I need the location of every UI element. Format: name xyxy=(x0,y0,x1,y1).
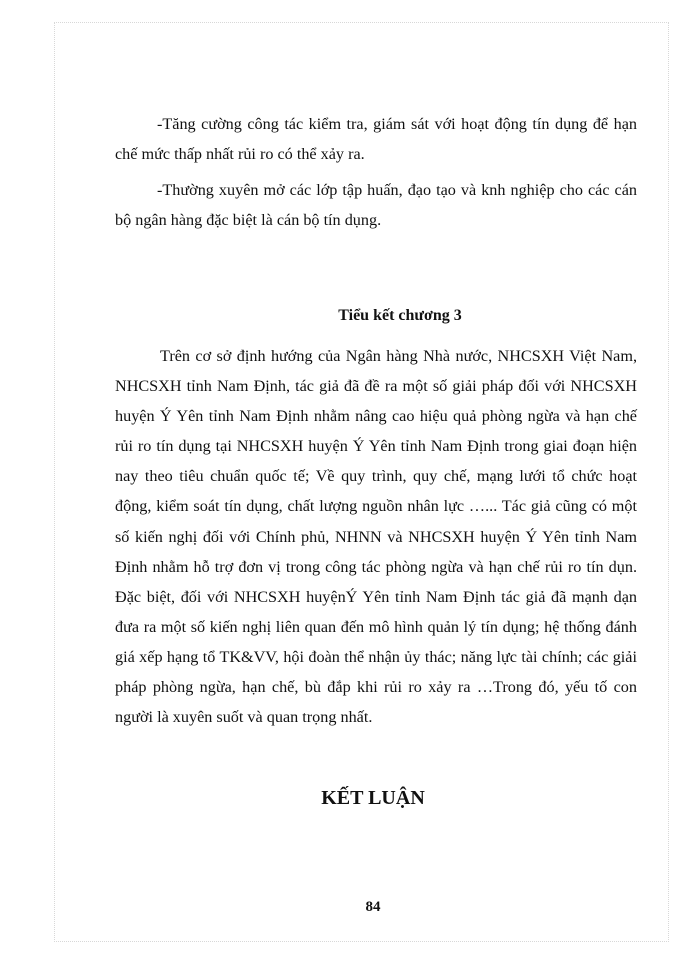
conclusion-title: KẾT LUẬN xyxy=(321,787,425,809)
bullet-paragraph-1 xyxy=(115,110,637,170)
page-number: 84 xyxy=(365,899,381,915)
summary-paragraph: Trên cơ sở định hướng của Ngân hàng Nhà nước, NHCSXH Việt Nam, NHCSXH tỉnh Nam Định, tác giả đã đề ra một số giải pháp đối với NHCSXH huyện Ý Yên tỉnh Nam Định nhằm nâng cao hiệu quả phòng ngừa và hạn chế rủi ro tín dụng tại NHCSXH huyện Ý Yên tỉnh Nam Định trong giai đoạn hiện nay theo tiêu chuẩn quốc tế; Về quy trình, quy chế, mạng lưới tổ chức hoạt động, kiểm soát tín dụng, chất lượng nguồn nhân lực …... Tác giả cũng có một số kiến nghị đối với Chính phủ, NHNN và NHCSXH huyện Ý Yên tỉnh Nam Định nhằm hỗ trợ đơn vị trong công tác phòng ngừa và hạn chế rủi ro tín dụn. Đặc biệt, đối với NHCSXH huyệnÝ Yên tỉnh Nam Định tác giả đã mạnh dạn đưa ra một số kiến nghị liên quan đến mô hình quản lý tín dụng; hệ thống đánh giá xếp hạng tổ TK&VV, hội đoàn thể nhận ủy thác; năng lực tài chính; các giải pháp phòng ngừa, hạn chế, bù đắp khi rủi ro xảy ra …Trong đó, yếu tố con người là xuyên suốt và quan trọng nhất. xyxy=(115,347,637,727)
bullet-text-1: -Tăng cường công tác kiểm tra, giám sát với hoạt động tín dụng để hạn chế mức thấp nhất rủi ro có thể xảy ra. xyxy=(115,115,637,163)
bullet-text-2: -Thường xuyên mở các lớp tập huấn, đạo tạo và knh nghiệp cho các cán bộ ngân hàng đặc biệt là cán bộ tín dụng. xyxy=(115,181,637,229)
section-title: Tiểu kết chương 3 xyxy=(338,307,462,324)
bullet-paragraph-2 xyxy=(115,176,637,236)
